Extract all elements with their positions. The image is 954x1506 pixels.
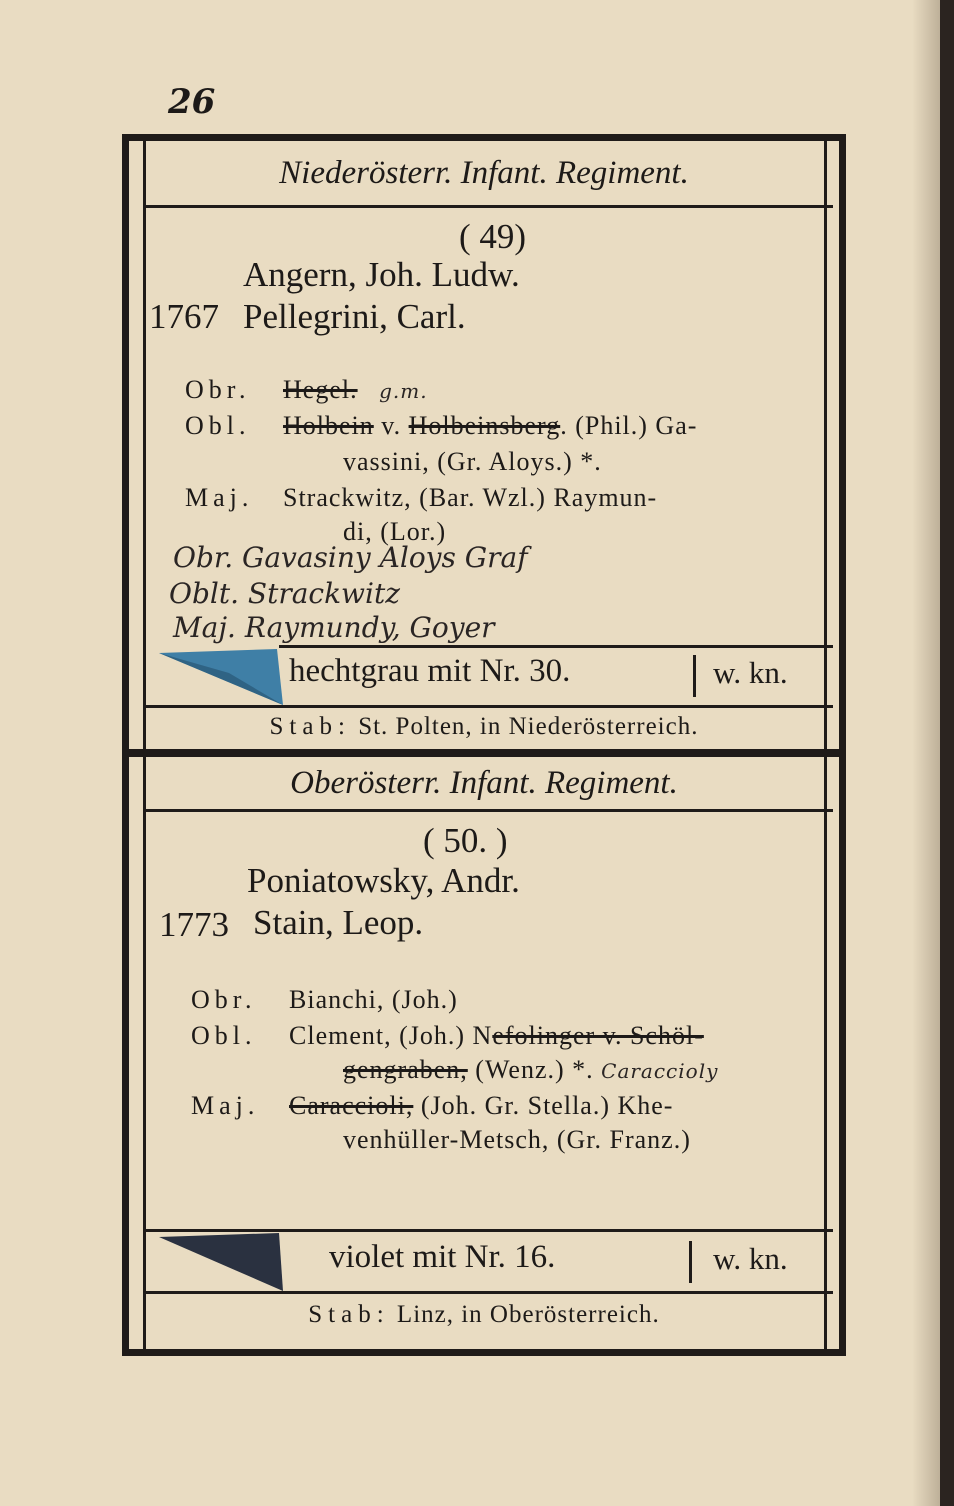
regiment-frame bbox=[122, 134, 846, 1356]
regiment-separator bbox=[129, 749, 839, 757]
regiment-1-title: Niederösterr. Infant. Regiment. bbox=[279, 155, 689, 191]
officer-name: (Wenz.) *. bbox=[467, 1055, 594, 1084]
struck-name: gengraben, bbox=[343, 1055, 468, 1084]
regiment-1-uniform-rule-bottom bbox=[143, 705, 833, 708]
page-number: 26 bbox=[168, 82, 216, 122]
regiment-1-uniform-rule-top bbox=[279, 645, 833, 648]
officer-name: (Joh. Gr. Stella.) Khe- bbox=[413, 1091, 674, 1120]
regiment-2-color-swatch bbox=[159, 1233, 289, 1293]
page-edge bbox=[940, 0, 954, 1506]
regiment-2-uniform: violet mit Nr. 16. bbox=[329, 1239, 556, 1275]
stab-label: Stab: bbox=[308, 1301, 390, 1328]
regiment-2-uniform-divider bbox=[689, 1241, 692, 1283]
regiment-2-officer-obl-continuation bbox=[343, 1055, 718, 1085]
regiment-1-buttons: w. kn. bbox=[713, 655, 788, 690]
handwritten-line-3: Maj. Raymundy, Goyer bbox=[173, 611, 495, 644]
regiment-1-officer-maj bbox=[185, 483, 657, 513]
regiment-1-officer-maj-continuation: di, (Lor.) bbox=[343, 517, 447, 546]
regiment-1-officer-obr bbox=[185, 375, 428, 405]
regiment-1-owner: Angern, Joh. Ludw. bbox=[243, 255, 520, 294]
rank-label: Obl. bbox=[191, 1021, 257, 1050]
rank-label: Maj. bbox=[191, 1091, 260, 1120]
regiment-2-title-rule bbox=[143, 809, 833, 812]
regiment-2-officer-maj bbox=[191, 1091, 673, 1121]
frame-inner-right bbox=[824, 141, 827, 1349]
regiment-2-owner: Poniatowsky, Andr. bbox=[247, 861, 520, 900]
officer-name: Strackwitz, (Bar. Wzl.) Raymun- bbox=[283, 483, 658, 512]
regiment-1-number: ( 49) bbox=[459, 217, 527, 256]
regiment-2-uniform-rule-bottom bbox=[143, 1291, 833, 1294]
name-particle: v. bbox=[373, 411, 409, 440]
frame-inner-left bbox=[143, 141, 146, 1349]
struck-name: Caraccioli, bbox=[289, 1091, 414, 1120]
struck-name: efolinger v. Schöl- bbox=[492, 1021, 704, 1050]
regiment-1-uniform: hechtgrau mit Nr. 30. bbox=[289, 653, 571, 689]
struck-name: Hegel. bbox=[283, 375, 358, 404]
rank-label: Obl. bbox=[185, 411, 251, 440]
regiment-1-uniform-divider bbox=[693, 655, 696, 697]
stab-label: Stab: bbox=[269, 713, 351, 740]
handwritten-note: Caraccioly bbox=[601, 1059, 719, 1083]
regiment-2-number: ( 50. ) bbox=[423, 821, 508, 860]
struck-name: Holbein bbox=[283, 411, 374, 440]
regiment-2-title: Oberösterr. Infant. Regiment. bbox=[290, 765, 678, 801]
regiment-1-stab bbox=[129, 713, 839, 741]
rank-label: Obr. bbox=[191, 985, 257, 1014]
regiment-2-year: 1773 bbox=[159, 905, 229, 944]
regiment-2-stab bbox=[129, 1301, 839, 1329]
regiment-1-year: 1767 bbox=[149, 297, 219, 336]
regiment-1-officer-obl bbox=[185, 411, 697, 441]
regiment-2-commander: Stain, Leop. bbox=[253, 903, 424, 942]
officer-name: . (Phil.) Ga- bbox=[560, 411, 698, 440]
officer-name: Clement, (Joh.) N bbox=[289, 1021, 493, 1050]
regiment-2-officer-maj-continuation: venhüller-Metsch, (Gr. Franz.) bbox=[343, 1125, 691, 1154]
rank-label: Maj. bbox=[185, 483, 254, 512]
regiment-1-officer-obl-continuation: vassini, (Gr. Aloys.) *. bbox=[343, 447, 602, 476]
page-gutter-shadow bbox=[912, 0, 940, 1506]
regiment-2-buttons: w. kn. bbox=[713, 1241, 788, 1276]
regiment-2-uniform-rule-top bbox=[143, 1229, 833, 1232]
officer-name: Bianchi, (Joh.) bbox=[289, 985, 458, 1014]
regiment-1-color-swatch bbox=[159, 649, 289, 707]
handwritten-line-2: Oblt. Strackwitz bbox=[169, 577, 400, 610]
regiment-2-officer-obr bbox=[191, 985, 458, 1015]
struck-name: Holbeinsberg bbox=[408, 411, 561, 440]
regiment-1-commander: Pellegrini, Carl. bbox=[243, 297, 466, 336]
stab-location: St. Polten, in Niederösterreich. bbox=[358, 713, 699, 740]
stab-location: Linz, in Oberösterreich. bbox=[396, 1301, 660, 1328]
regiment-2-officer-obl bbox=[191, 1021, 704, 1051]
regiment-1-title-rule bbox=[143, 205, 833, 208]
handwritten-line-1: Obr. Gavasiny Aloys Graf bbox=[173, 541, 528, 574]
handwritten-note: g.m. bbox=[379, 379, 428, 403]
rank-label: Obr. bbox=[185, 375, 251, 404]
